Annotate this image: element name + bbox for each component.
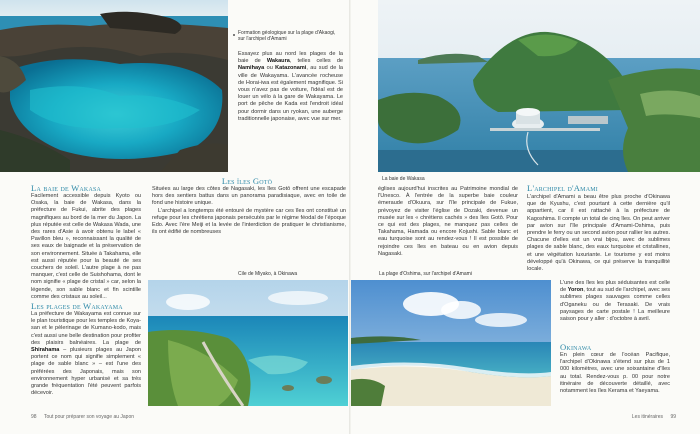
- amami-yoron-paragraph: [560, 280, 670, 323]
- goto-text-1: Situées au large des côtes de Nagasaki, les îles Gotō offrent une escapade hors des sentiers battus dans un panorama paradisiaque, avec en toile de fond une histoire unique.: [152, 186, 346, 207]
- caption-akaogi: Formation géologique sur la plage d'Akaogi, sur l'archipel d'Amami: [238, 30, 336, 43]
- page-number-left: 98: [31, 414, 37, 420]
- amami-yoron: Yoron: [567, 287, 584, 294]
- amami-text-2a: L'une des îles les plus séduisantes est celle de: [560, 280, 670, 294]
- photo-miyako: [148, 280, 348, 406]
- page-number-right: 99: [670, 414, 676, 420]
- intro-pre1: Essayez plus au nord les plages de la baie de: [238, 51, 343, 65]
- amami-text-2b: , tout au sud de l'archipel, avec ses sublimes plages sauvages comme celles d'Oganeku ou de Terasaki. De vrais paysages de carte postale ! La meilleure saison pour y aller : d'octobre à avril.: [560, 287, 670, 323]
- heading-wakayama: Les plages de Wakayama: [31, 301, 123, 311]
- photo-akaogi-tidepool: [0, 0, 228, 172]
- goto-text-2: L'archipel a longtemps été entouré de mystère car ces îles ont constitué un refuge pour les chrétiens japonais persécutés par le régime féodal de l'époque Edo. Avec l'ère Meiji et la levée de l'interdiction de pratiquer le christianisme, ils ont édifié de nombreuses: [152, 207, 346, 236]
- caption-miyako: Cile de Miyako, à Okinawa: [238, 271, 298, 277]
- wakayama-shirahama: Shirahama: [31, 347, 60, 354]
- footer-right-title: Les itinéraires: [631, 414, 664, 420]
- intro-katazonami: Katazonami: [275, 65, 307, 72]
- wakayama-paragraph: [31, 311, 141, 397]
- photo-wakasa-bay: [378, 0, 700, 172]
- heading-okinawa: Okinawa: [560, 342, 592, 352]
- intro-mid: ou: [264, 65, 276, 72]
- intro-namihaya: Namihaya: [238, 65, 265, 72]
- photo-oshima: [351, 280, 551, 406]
- goto-paragraph: [152, 186, 346, 236]
- caption-pin: [233, 34, 235, 36]
- intro-pre2: , telles celles de: [289, 58, 343, 65]
- wakasa-paragraph: Facilement accessible depuis Kyoto ou Osaka, la baie de Wakasa, dans la préfecture de Fukui, abrite des plages magnifiques au bord de la mer du Japon. La plus réputée est celle de Wakasa Wada, une des rares d'Asie à avoir obtenu le label « Pavillon bleu », reconnaissant la qualité de ses eaux de baignade et la préservation de son environnement. Située à Takahama, elle est aussi réputée pour la beauté de ses couchers de soleil. L'autre plage à ne pas manquer, c'est celle de Suishohama, dont le nom signifie « plage de cristal » car, selon la légende, son sable blanc et fin scintille comme des cristaux au soleil...: [31, 193, 141, 300]
- caption-wakasa: La baie de Wakasa: [382, 176, 425, 182]
- okinawa-paragraph: En plein cœur de l'océan Pacifique, l'archipel d'Okinawa s'étend sur plus de 1 000 kilomètres, avec une soixantaine d'îles au total. Rendez-vous p. 00 pour notre itinéraire de découverte détaillé, avec notamment les îles Kerama et Yaeyama.: [560, 352, 670, 395]
- goto-continuation: églises aujourd'hui inscrites au Patrimoine mondial de l'Unesco. À l'entrée de la superbe baie couleur émeraude d'Okuura, sur l'île principale de Fukue, prévoyez de visiter l'église de Dozaki, devenue un musée sur les « chrétiens cachés » des îles Gotō. Pour ce qui est des plages, ne manquez pas celles de Takahama, Hamada ou encore Kojushi. Sable blanc et eau turquoise sont au rendez-vous ! Il est possible de rejoindre ces îles en bateau ou en avion depuis Nagasaki.: [378, 186, 518, 257]
- footer-left: [31, 414, 134, 420]
- intro-post: , au sud de la ville de Wakayama. L'avancée rocheuse de Horai-iwa est également magnifique. Si vous n'avez pas de voiture, l'idéal est de louer un vélo à la gare de Wakayama. Le port de pêche de Kada est l'endroit idéal pour dormir dans un ryokan, une auberge traditionnelle japonaise, avec vue sur mer.: [238, 65, 343, 122]
- intro-wakaura: Wakaura: [266, 58, 290, 65]
- heading-wakasa: La baie de Wakasa: [31, 183, 102, 193]
- wakayama-text-1: La préfecture de Wakayama est connue sur le plan touristique pour les temples de Koya-san et le pèlerinage de Kumano-kodo, mais c'est aussi une belle destination pour profiter des plaisirs balnéaires. La plage de: [31, 311, 141, 346]
- footer-right: [600, 414, 676, 420]
- caption-oshima: La plage d'Oshima, sur l'archipel d'Amami: [379, 271, 472, 277]
- heading-goto: Les îles Gotō: [221, 176, 273, 186]
- intro-paragraph: [238, 51, 343, 123]
- wakayama-text-2: – plusieurs plages au Japon portent ce nom qui signifie simplement « plage de sable blanc » – est l'une des préférées des Japonais, mais son environnement hyper urbanisé et sa très grande fréquentation l'été peuvent parfois décevoir.: [31, 347, 141, 397]
- heading-amami: L'archipel d'Amami: [527, 183, 598, 193]
- amami-paragraph: L'archipel d'Amami a beau être plus proche d'Okinawa que de Kyushu, c'est pourtant à cette dernière qu'il appartient, car il est rattaché à la préfecture de Kagoshima. Il compte un total de cinq îles. On peut arriver par avion sur l'île principale d'Amami-Oshima, puis prendre le ferry ou un second avion pour rallier les autres. Chacune d'elles est un vrai bijou, avec de sublimes plages de sable blanc, des eaux turquoise et cristallines, et une végétation luxuriante. Le tourisme y est moins développé qu'à Okinawa, ce qui préserve la tranquillité locale.: [527, 194, 670, 273]
- footer-left-title: Tout pour préparer son voyage au Japon: [43, 414, 135, 420]
